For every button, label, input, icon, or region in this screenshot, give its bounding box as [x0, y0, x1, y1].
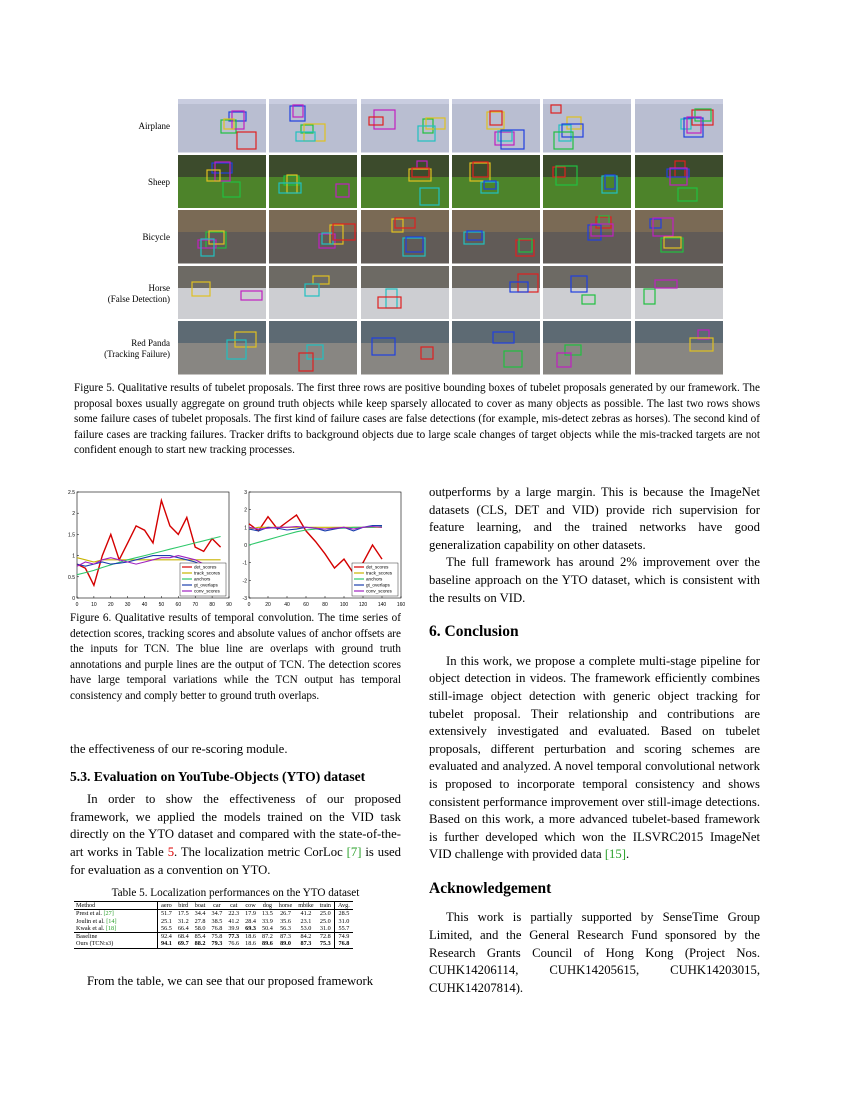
table-citation[interactable]: [27] — [103, 910, 114, 918]
table-header-cell: horse — [276, 902, 295, 910]
table-value-cell: 88.2 — [192, 940, 209, 948]
legend-label: anchors — [194, 576, 211, 582]
paragraph-from-table: From the table, we can see that our proposed framework — [87, 974, 374, 988]
table-citation[interactable]: [18] — [105, 924, 117, 932]
table-value-cell: 33.9 — [261, 917, 273, 925]
x-tick-label: 10 — [91, 602, 97, 608]
section-5-3-text-part1: In order to show the effectiveness of our proposed framework, we applied the models trained on the VID task directly on the YTO dataset and compared with the state-of-the-art works in Table — [70, 792, 401, 859]
table-value-cell: 79.3 — [208, 940, 225, 948]
x-tick-label: 140 — [377, 602, 387, 608]
row-label-line1: Red Panda — [131, 338, 170, 348]
y-tick-label: 2.5 — [68, 490, 75, 496]
table-value-cell: 28.4 — [245, 917, 256, 925]
x-tick-label: 80 — [322, 602, 328, 608]
row-label-line1: Horse — [148, 282, 170, 293]
table-value-cell: 27.8 — [194, 917, 206, 925]
table-method-cell: Joulin et al. [14] — [76, 917, 117, 925]
table-value-cell: 51.7 — [158, 910, 175, 918]
y-tick-label: 1 — [72, 553, 75, 560]
frame-image — [178, 266, 266, 320]
right-column — [429, 484, 760, 997]
figure-5-row-label — [0, 232, 170, 243]
table-value-cell: 17.5 — [177, 910, 189, 918]
frame-image — [635, 266, 723, 320]
table-value-cell: 50.4 — [261, 924, 273, 932]
table-value-cell: 92.4 — [158, 933, 175, 941]
table-row — [74, 933, 353, 941]
table-value-cell: 31.2 — [177, 917, 189, 925]
section-5-3-text-part2: . The localization metric CorLoc — [174, 844, 347, 859]
frame-image — [543, 99, 631, 153]
row-label-line2: (False Detection) — [107, 293, 170, 304]
conclusion-text-end: . — [625, 847, 630, 862]
frame-image — [269, 266, 357, 320]
table-header-cell: boat — [192, 902, 209, 910]
x-tick-label: 20 — [107, 602, 114, 608]
legend-label: det_scores — [366, 564, 389, 570]
frame-image — [635, 155, 723, 209]
table-value-cell: 87.3 — [276, 933, 295, 941]
row-label-line1: Bicycle — [142, 232, 170, 242]
table-value-cell: 77.3 — [225, 933, 242, 941]
frame-image — [452, 210, 540, 264]
table-value-cell: 31.0 — [319, 924, 331, 932]
table-header-cell: car — [208, 902, 225, 910]
table-value-cell: 76.8 — [211, 924, 223, 932]
table-5-caption: Table 5. Localization performances on the YTO dataset — [111, 887, 360, 899]
section-5-3-paragraph — [70, 791, 401, 879]
y-tick-label: 2 — [244, 507, 247, 514]
table-header-cell: cat — [225, 902, 242, 910]
y-tick-label: 1 — [244, 525, 247, 532]
table-header-cell: Avg. — [335, 902, 353, 910]
table-value-cell: 85.4 — [192, 933, 209, 941]
section-6-title: 6. Conclusion — [429, 623, 519, 641]
table-method-cell: Baseline — [74, 933, 158, 941]
frame-image — [452, 321, 540, 375]
table-value-cell: 22.3 — [228, 910, 240, 918]
left-column — [70, 741, 401, 879]
figure-5-caption: Figure 5. Qualitative results of tubelet proposals. The first three rows are positive bounding boxes of tubelet proposals generated by our framework. The proposal boxes usually aggregate on ground truth objects while keep sparsely allocated to cover as many objects as possible. The last two rows shows some failure cases of tubelet proposals. The first kind of failure cases are false detections (for example, mis-detect zebras as horses). The second kind of failure cases are tracking failures. Tracker drifts to background objects due to large scale changes of target objects while the mis-tracked targets are not confident enough to start new tracking processes. — [74, 382, 760, 457]
row-label-line1: Sheep — [148, 176, 170, 187]
table-value-cell: 23.1 — [300, 917, 312, 925]
legend-label: det_scores — [194, 564, 217, 570]
table-value-cell: 35.6 — [280, 917, 291, 925]
table-header-cell: train — [317, 902, 335, 910]
y-tick-label: -2 — [242, 578, 247, 585]
table-value-cell: 72.8 — [317, 933, 335, 941]
table-header-cell: aero — [158, 902, 175, 910]
y-tick-label: -1 — [242, 560, 247, 567]
frame-image — [178, 99, 266, 153]
figure-5-row-label — [0, 121, 170, 132]
table-value-cell: 25.0 — [319, 917, 331, 925]
paragraph-full-framework: The full framework has around 2% improvement over the baseline approach on the YTO dataset, which is consistent with the results on VID. — [429, 555, 760, 605]
legend-label: gt_overlaps — [366, 582, 390, 588]
table-value-cell: 75.8 — [208, 933, 225, 941]
table-value-cell: 17.9 — [245, 910, 256, 918]
table-value-cell: 28.5 — [335, 910, 353, 918]
citation-7[interactable]: [7] — [346, 844, 362, 859]
table-value-cell: 84.2 — [295, 933, 316, 941]
table-method-cell: Kwak et al. [18] — [76, 924, 117, 932]
figure-5-row-label — [0, 338, 170, 360]
frame-image — [269, 210, 357, 264]
x-tick-label: 80 — [209, 602, 215, 608]
x-tick-label: 100 — [339, 602, 349, 608]
citation-15[interactable]: [15] — [604, 847, 626, 862]
frame-image — [452, 155, 540, 209]
results-table — [74, 901, 353, 949]
section-5-3-text-part3: is used for evaluation as a convention on YTO. — [70, 844, 402, 877]
table-value-cell: 18.6 — [242, 933, 259, 941]
frame-image — [361, 99, 449, 153]
frame-image — [269, 155, 357, 209]
table-value-cell: 25.1 — [158, 918, 175, 925]
table-value-cell: 34.7 — [211, 910, 223, 918]
figure-5-row-label — [0, 283, 170, 305]
y-tick-label: 1.5 — [68, 532, 75, 539]
table-value-cell: 41.2 — [300, 910, 312, 918]
y-tick-label: -3 — [242, 596, 247, 602]
table-value-cell: 89.0 — [276, 940, 295, 948]
table-value-cell: 89.6 — [259, 940, 276, 948]
table-value-cell: 69.7 — [175, 940, 192, 948]
figure-6-caption: Figure 6. Qualitative results of temporal convolution. The time series of detection scores, tracking scores and absolute values of anchor offsets are the inputs for TCN. The blue line are overlaps with ground truth annotations and purple lines are the output of TCN. The detection scores have large temporal variations while the TCN output has temporal consistency and comply better to ground truth overlaps. — [70, 612, 401, 702]
table-value-cell: 53.0 — [300, 924, 312, 932]
legend-label: track_scores — [366, 570, 393, 576]
row-label-line1: Airplane — [138, 121, 170, 131]
table-method-cell: Ours (TCN:s3) — [74, 940, 158, 948]
table-row — [74, 925, 353, 933]
y-tick-label: 3 — [244, 490, 247, 496]
legend-label: conv_scores — [366, 588, 392, 594]
x-tick-label: 60 — [175, 602, 182, 608]
frame-image — [361, 155, 449, 209]
legend-label: conv_scores — [194, 588, 220, 594]
y-tick-label: 0 — [72, 596, 75, 602]
table-value-cell: 41.2 — [228, 917, 240, 925]
table-5-link[interactable]: 5 — [167, 844, 175, 859]
x-tick-label: 20 — [265, 602, 271, 608]
legend-label: track_scores — [194, 570, 221, 576]
row-label-line2: (Tracking Failure) — [104, 349, 170, 359]
x-tick-label: 50 — [158, 602, 165, 608]
table-header-cell: mbike — [295, 902, 316, 910]
x-tick-label: 60 — [303, 602, 309, 608]
frame-image — [543, 210, 631, 264]
table-value-cell: 55.7 — [335, 925, 353, 933]
table-value-cell: 58.0 — [194, 924, 206, 932]
table-value-cell: 39.9 — [228, 924, 240, 932]
table-method-cell: Prest et al. [27] — [76, 910, 114, 918]
table-value-cell: 76.6 — [225, 940, 242, 948]
paragraph-outperforms: outperforms by a large margin. This is because the ImageNet datasets (CLS, DET and VID) provide rich supervision for feature learning, and the trained networks have good generalization capability on other datasets. — [429, 485, 760, 552]
frame-image — [269, 321, 357, 375]
conclusion-text: In this work, we propose a complete multi-stage pipeline for object detection in videos. The framework efficiently combines still-image object detection with generic object tracking for tubelet proposal. Their relationship and contributions are extensively investigated and evaluated. Based on tubelet proposals, different perturbation and scoring schemes are evaluated and analyzed. A novel temporal convolutional network is proposed to incorporate temporal consistency and shows consistent performance improvement over still-image detections. Based on this work, a more advanced tubelet-based framework is further developed which won the ILSVRC2015 ImageNet VID challenge with provided data — [429, 653, 760, 862]
acknowledgement-title: Acknowledgement — [429, 879, 552, 897]
x-tick-label: 40 — [141, 602, 148, 608]
figure-6-chart-right — [234, 486, 406, 610]
frame-image — [635, 99, 723, 153]
table-header-cell: dog — [259, 902, 276, 910]
y-tick-label: 0.5 — [68, 574, 75, 581]
table-value-cell: 56.3 — [280, 924, 291, 932]
figure-6-chart-left — [62, 486, 234, 610]
frame-image — [635, 210, 723, 264]
frame-image — [178, 321, 266, 375]
table-5 — [74, 901, 353, 949]
table-value-cell: 68.4 — [175, 933, 192, 941]
frame-image — [635, 321, 723, 375]
frame-image — [452, 266, 540, 320]
legend-label: gt_overlaps — [194, 582, 218, 588]
x-tick-label: 40 — [284, 602, 290, 608]
table-citation[interactable]: [14] — [106, 917, 117, 925]
x-tick-label: 70 — [192, 602, 199, 608]
frame-image — [269, 99, 357, 153]
x-tick-label: 0 — [75, 602, 79, 608]
table-row — [74, 918, 353, 925]
table-header-cell: bird — [175, 902, 192, 910]
acknowledgement-paragraph: This work is partially supported by SenseTime Group Limited, and the General Research Fund sponsored by the Research Grants Council of Hong Kong (Project Nos. CUHK14206114, CUHK14205615, CUHK14203015, CUHK14207814). — [429, 910, 760, 995]
figure-5-row-label — [0, 177, 170, 188]
table-value-cell: 87.2 — [259, 933, 276, 941]
table-value-cell: 34.4 — [194, 910, 206, 918]
table-value-cell: 66.4 — [177, 924, 189, 932]
table-value-cell: 18.6 — [242, 940, 259, 948]
legend-label: anchors — [366, 576, 383, 582]
section-5-3-title: 5.3. Evaluation on YouTube-Objects (YTO) dataset — [70, 768, 366, 784]
table-value-cell: 13.5 — [261, 910, 273, 918]
table-header-cell: Method — [74, 902, 158, 910]
frame-image — [543, 266, 631, 320]
table-row — [74, 940, 353, 948]
table-value-cell: 69.3 — [245, 924, 256, 932]
conclusion-paragraph — [429, 653, 760, 864]
table-value-cell: 26.7 — [280, 910, 291, 918]
y-tick-label: 2 — [72, 511, 75, 518]
frame-image — [178, 210, 266, 264]
x-tick-label: 160 — [396, 602, 406, 608]
table-value-cell: 38.5 — [211, 917, 223, 925]
x-tick-label: 90 — [226, 602, 232, 608]
table-value-cell: 31.0 — [335, 918, 353, 925]
x-tick-label: 0 — [247, 602, 251, 608]
table-value-cell: 75.3 — [317, 940, 335, 948]
table-header-cell: cow — [242, 902, 259, 910]
frame-image — [361, 210, 449, 264]
y-tick-label: 0 — [244, 543, 247, 549]
frame-image — [361, 321, 449, 375]
paragraph-effectiveness: the effectiveness of our re-scoring module. — [70, 742, 288, 756]
table-value-cell: 87.3 — [295, 940, 316, 948]
x-tick-label: 120 — [358, 602, 368, 608]
frame-image — [543, 321, 631, 375]
table-value-cell: 74.9 — [335, 933, 353, 941]
frame-image — [361, 266, 449, 320]
x-tick-label: 30 — [124, 602, 131, 608]
table-value-cell: 94.1 — [158, 940, 175, 948]
frame-image — [543, 155, 631, 209]
frame-image — [178, 155, 266, 209]
table-value-cell: 56.5 — [158, 925, 175, 933]
table-value-cell: 76.8 — [335, 940, 353, 948]
frame-image — [452, 99, 540, 153]
table-row — [74, 910, 353, 918]
table-value-cell: 25.0 — [319, 910, 331, 918]
